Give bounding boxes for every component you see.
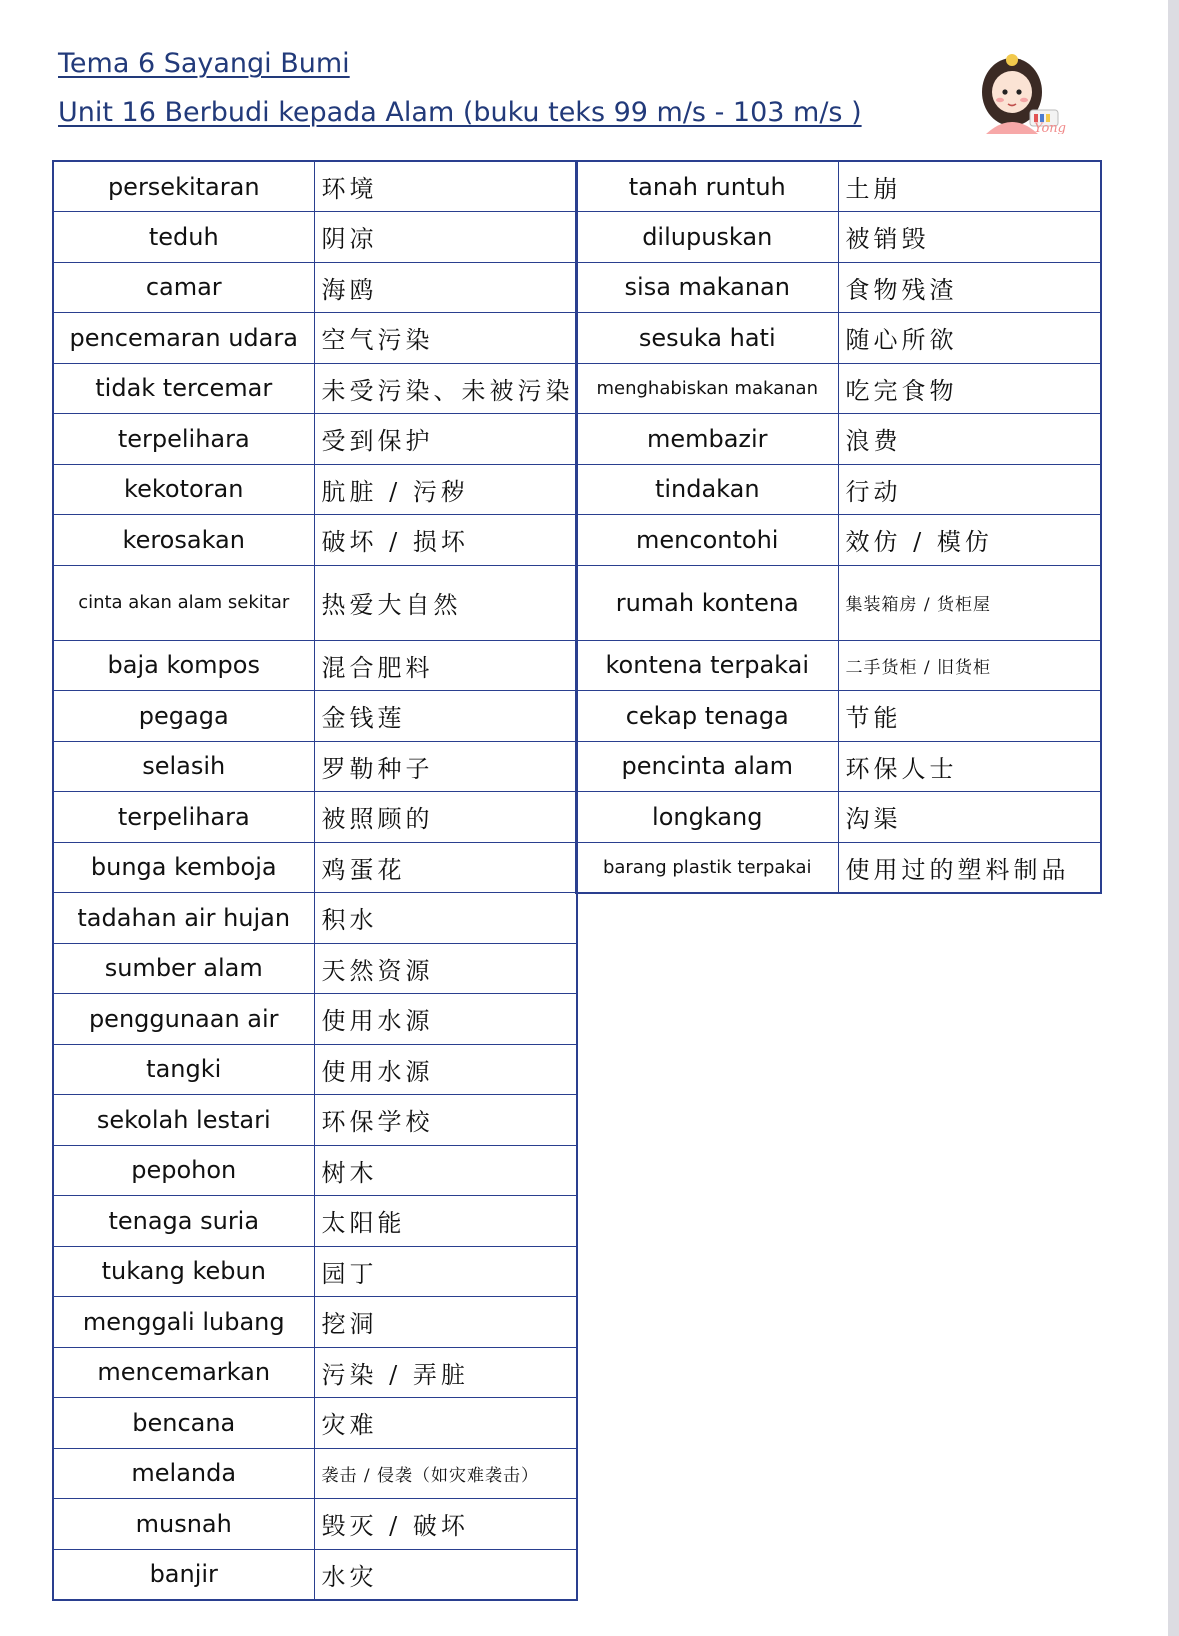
vocab-row [576, 842, 1101, 893]
malay-term: tenaga suria [53, 1196, 314, 1247]
chinese-translation: 随心所欲 [838, 313, 1101, 364]
chinese-translation: 太阳能 [314, 1196, 577, 1247]
vocab-row [576, 363, 1101, 414]
vocab-row [53, 212, 577, 263]
chinese-translation: 树木 [314, 1145, 577, 1196]
vocab-row [53, 1499, 577, 1550]
vocab-row [53, 1196, 577, 1247]
chinese-translation: 浪费 [838, 414, 1101, 465]
vocab-row [53, 691, 577, 742]
vocab-row [53, 1246, 577, 1297]
chinese-translation: 沟渠 [838, 792, 1101, 843]
chinese-translation: 集装箱房 / 货柜屋 [838, 565, 1101, 640]
chinese-translation: 效仿 / 模仿 [838, 515, 1101, 566]
vocab-row [576, 741, 1101, 792]
malay-term: penggunaan air [53, 994, 314, 1045]
malay-term: tangki [53, 1044, 314, 1095]
malay-term: tadahan air hujan [53, 893, 314, 944]
vocab-row [576, 640, 1101, 691]
chinese-translation: 被照顾的 [314, 792, 577, 843]
malay-term: terpelihara [53, 792, 314, 843]
chinese-translation: 使用过的塑料制品 [838, 842, 1101, 893]
chinese-translation: 罗勒种子 [314, 741, 577, 792]
malay-term: selasih [53, 741, 314, 792]
chinese-translation: 肮脏 / 污秽 [314, 464, 577, 515]
vocab-row [53, 994, 577, 1045]
chinese-translation: 阴凉 [314, 212, 577, 263]
chinese-translation: 行动 [838, 464, 1101, 515]
vocab-row [53, 943, 577, 994]
vocab-row [53, 741, 577, 792]
malay-term: sumber alam [53, 943, 314, 994]
chinese-translation: 使用水源 [314, 994, 577, 1045]
malay-term: kerosakan [53, 515, 314, 566]
chinese-translation: 海鸥 [314, 262, 577, 313]
vocab-row [53, 792, 577, 843]
malay-term: baja kompos [53, 640, 314, 691]
malay-term: banjir [53, 1549, 314, 1600]
malay-term: kekotoran [53, 464, 314, 515]
vocab-row [53, 464, 577, 515]
malay-term: tanah runtuh [576, 161, 838, 212]
malay-term: mencemarkan [53, 1347, 314, 1398]
chinese-translation: 食物残渣 [838, 262, 1101, 313]
theme-title: Tema 6 Sayangi Bumi [58, 48, 350, 79]
unit-title: Unit 16 Berbudi kepada Alam (buku teks 99 m/s - 103 m/s ) [58, 97, 862, 128]
vocab-row [576, 212, 1101, 263]
vocab-row [53, 1095, 577, 1146]
chinese-translation: 混合肥料 [314, 640, 577, 691]
chinese-translation: 袭击 / 侵袭（如灾难袭击） [314, 1448, 577, 1499]
chinese-translation: 灾难 [314, 1398, 577, 1449]
vocab-row [53, 262, 577, 313]
vocab-row [576, 313, 1101, 364]
malay-term: bencana [53, 1398, 314, 1449]
malay-term: rumah kontena [576, 565, 838, 640]
vocab-row [53, 1398, 577, 1449]
vocab-row [576, 792, 1101, 843]
chinese-translation: 热爱大自然 [314, 565, 577, 640]
chinese-translation: 被销毁 [838, 212, 1101, 263]
vocab-row [576, 464, 1101, 515]
chinese-translation: 环境 [314, 161, 577, 212]
vocab-row [53, 363, 577, 414]
vocab-row [53, 1549, 577, 1600]
malay-term: tukang kebun [53, 1246, 314, 1297]
malay-term: sesuka hati [576, 313, 838, 364]
chinese-translation: 积水 [314, 893, 577, 944]
vocab-row [53, 313, 577, 364]
malay-term: cekap tenaga [576, 691, 838, 742]
malay-term: terpelihara [53, 414, 314, 465]
chinese-translation: 环保学校 [314, 1095, 577, 1146]
malay-term: pencemaran udara [53, 313, 314, 364]
chinese-translation: 使用水源 [314, 1044, 577, 1095]
chinese-translation: 二手货柜 / 旧货柜 [838, 640, 1101, 691]
chinese-translation: 破坏 / 损坏 [314, 515, 577, 566]
malay-term: sekolah lestari [53, 1095, 314, 1146]
vocab-row [53, 1044, 577, 1095]
malay-term: cinta akan alam sekitar [53, 565, 314, 640]
vocab-row [53, 565, 577, 640]
malay-term: tindakan [576, 464, 838, 515]
chinese-translation: 环保人士 [838, 741, 1101, 792]
malay-term: mencontohi [576, 515, 838, 566]
teacher-avatar-logo [970, 52, 1066, 134]
vocab-row [576, 691, 1101, 742]
malay-term: pepohon [53, 1145, 314, 1196]
chinese-translation: 金钱莲 [314, 691, 577, 742]
malay-term: bunga kemboja [53, 842, 314, 893]
vocab-row [576, 161, 1101, 212]
vocab-row [53, 1297, 577, 1348]
vocab-row [53, 1145, 577, 1196]
vocab-row [576, 515, 1101, 566]
malay-term: menghabiskan makanan [576, 363, 838, 414]
logo-text: Yong [1034, 121, 1066, 134]
chinese-translation: 空气污染 [314, 313, 577, 364]
chinese-translation: 天然资源 [314, 943, 577, 994]
malay-term: membazir [576, 414, 838, 465]
malay-term: musnah [53, 1499, 314, 1550]
malay-term: melanda [53, 1448, 314, 1499]
chinese-translation: 吃完食物 [838, 363, 1101, 414]
chinese-translation: 受到保护 [314, 414, 577, 465]
malay-term: dilupuskan [576, 212, 838, 263]
chinese-translation: 鸡蛋花 [314, 842, 577, 893]
vocab-row [576, 262, 1101, 313]
chinese-translation: 土崩 [838, 161, 1101, 212]
chinese-translation: 毁灭 / 破坏 [314, 1499, 577, 1550]
malay-term: pegaga [53, 691, 314, 742]
malay-term: teduh [53, 212, 314, 263]
vocab-row [53, 515, 577, 566]
malay-term: menggali lubang [53, 1297, 314, 1348]
vocab-row [53, 640, 577, 691]
vocab-row [53, 414, 577, 465]
vocab-table-right [575, 160, 1102, 894]
malay-term: pencinta alam [576, 741, 838, 792]
malay-term: tidak tercemar [53, 363, 314, 414]
page-edge [1168, 0, 1179, 1636]
malay-term: barang plastik terpakai [576, 842, 838, 893]
malay-term: sisa makanan [576, 262, 838, 313]
malay-term: camar [53, 262, 314, 313]
chinese-translation: 水灾 [314, 1549, 577, 1600]
vocab-row [53, 1448, 577, 1499]
chinese-translation: 挖洞 [314, 1297, 577, 1348]
chinese-translation: 节能 [838, 691, 1101, 742]
vocab-table-left [52, 160, 578, 1601]
vocab-row [576, 414, 1101, 465]
vocab-row [53, 161, 577, 212]
malay-term: persekitaran [53, 161, 314, 212]
malay-term: kontena terpakai [576, 640, 838, 691]
chinese-translation: 污染 / 弄脏 [314, 1347, 577, 1398]
vocab-row [53, 1347, 577, 1398]
chinese-translation: 未受污染、未被污染 [314, 363, 577, 414]
vocab-row [53, 842, 577, 893]
malay-term: longkang [576, 792, 838, 843]
chinese-translation: 园丁 [314, 1246, 577, 1297]
vocab-row [576, 565, 1101, 640]
vocab-row [53, 893, 577, 944]
